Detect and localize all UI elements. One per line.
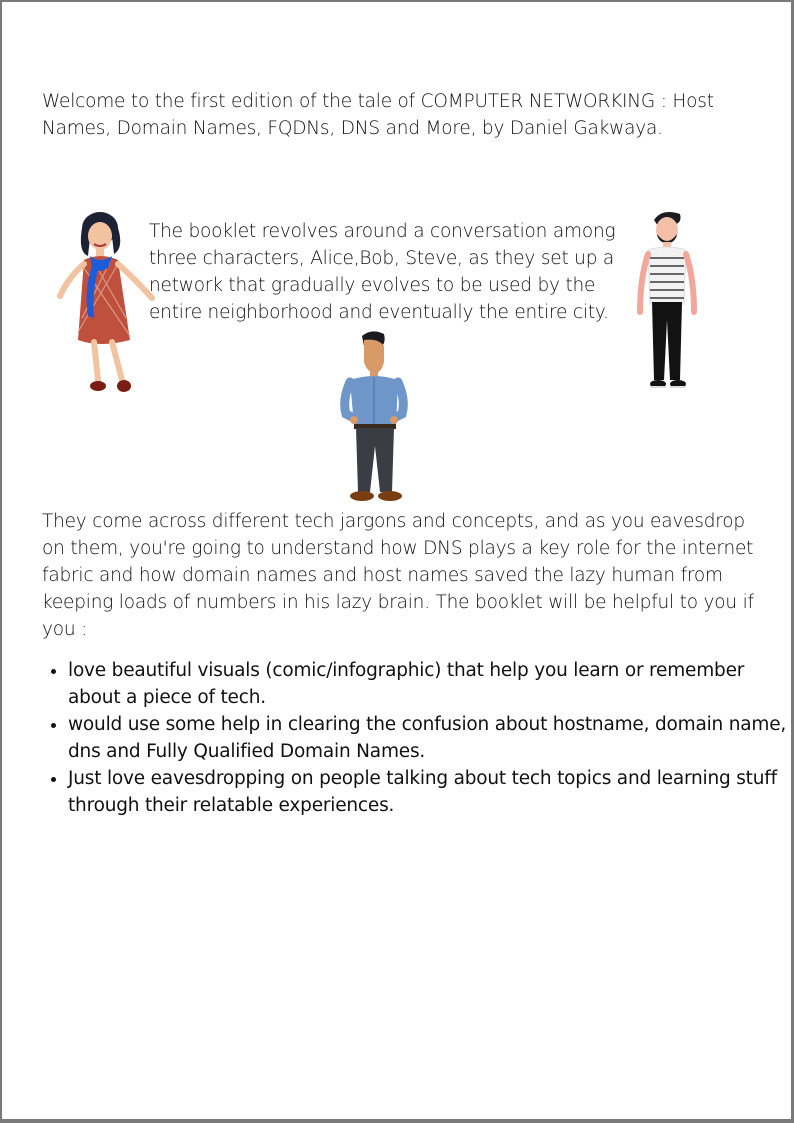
alice-illustration xyxy=(54,208,162,396)
story-paragraph: The booklet revolves around a conversation among three characters, Alice,Bob, Steve, as they set up a network that gradually evolves to be used by the entire neighborhood and eventually the entire city. xyxy=(149,221,616,323)
body-paragraph: They come across different tech jargons and concepts, and as you eavesdrop on them, you're going to understand how DNS plays a key role for the internet fabric and how domain names and host names saved the lazy human from keeping loads of numbers in his lazy brain. The booklet will be helpful to you if you : xyxy=(42,511,754,640)
list-item: • would use some help in clearing the confusion about hostname, domain name, dns and Fully Qualified Domain Names. xyxy=(68,711,794,765)
benefits-list xyxy=(42,657,794,819)
list-item: • Just love eavesdropping on people talking about tech topics and learning stuff through their relatable experiences. xyxy=(68,765,794,819)
steve-illustration xyxy=(632,208,704,394)
bob-illustration xyxy=(332,328,418,504)
intro-paragraph: Welcome to the first edition of the tale of COMPUTER NETWORKING : Host Names, Domain Names, FQDNs, DNS and More, by Daniel Gakwaya. xyxy=(42,91,714,139)
list-item: • love beautiful visuals (comic/infographic) that help you learn or remember about a piece of tech. xyxy=(68,657,794,711)
